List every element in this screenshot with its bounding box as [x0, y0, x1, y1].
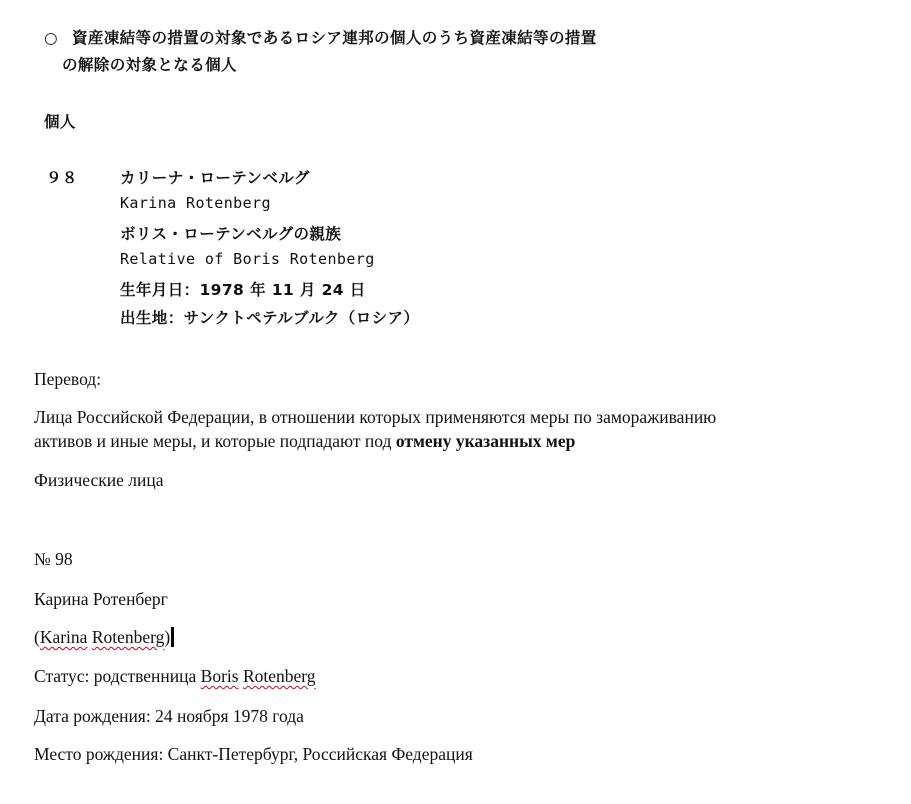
ru-entry-status [34, 666, 316, 687]
jp-entry-name-kana: カリーナ・ローテンベルグ [120, 169, 310, 187]
ru-entry-number: № 98 [34, 549, 73, 569]
jp-entry-birth-place: 出生地：サンクトペテルブルク（ロシア） [120, 309, 420, 327]
spelling-flag-karina[interactable]: Karina [39, 627, 88, 647]
jp-entry-relation: ボリス・ローテンベルグの親族 [120, 225, 342, 243]
ru-entry-birth-date: Дата рождения: 24 ноября 1978 года [34, 706, 304, 726]
ru-entry-latin-name[interactable] [34, 627, 174, 648]
spelling-flag-rotenberg[interactable]: Rotenberg [91, 627, 165, 647]
text-cursor [171, 627, 174, 647]
jp-section-label: 個人 [44, 113, 76, 131]
jp-heading-line2: の解除の対象となる個人 [62, 56, 237, 74]
status-prefix: Статус: родственница [34, 666, 201, 686]
jp-heading-line1 [44, 26, 597, 48]
circle-marker: ○ [44, 29, 58, 47]
ru-intro-bold: отмену указанных мер [395, 431, 576, 451]
ru-intro-line1: Лица Российской Федерации, в отношении которых применяются меры по замораживанию [34, 407, 717, 427]
jp-entry-number: ９８ [46, 169, 78, 187]
jp-entry-name-latin: Karina Rotenberg [120, 194, 271, 212]
ru-intro-line2 [34, 431, 575, 452]
jp-entry-birth-date: 生年月日：1978 年 11 月 24 日 [120, 281, 366, 299]
jp-heading-text: 資産凍結等の措置の対象であるロシア連邦の個人のうち資産凍結等の措置 [71, 29, 597, 47]
ru-intro-normal: активов и иные меры, и которые подпадают под [34, 431, 396, 451]
ru-entry-birth-place: Место рождения: Санкт-Петербург, Российская Федерация [34, 744, 473, 764]
open-paren: ( [34, 627, 40, 647]
spelling-flag-boris[interactable]: Boris [200, 666, 239, 686]
ru-translation-label: Перевод: [34, 369, 102, 389]
ru-entry-name: Карина Ротенберг [34, 589, 168, 609]
spelling-flag-status-rotenberg[interactable]: Rotenberg [242, 666, 316, 686]
close-paren: ) [164, 627, 171, 647]
ru-section-label: Физические лица [34, 470, 164, 490]
jp-entry-relation-en: Relative of Boris Rotenberg [120, 250, 375, 268]
